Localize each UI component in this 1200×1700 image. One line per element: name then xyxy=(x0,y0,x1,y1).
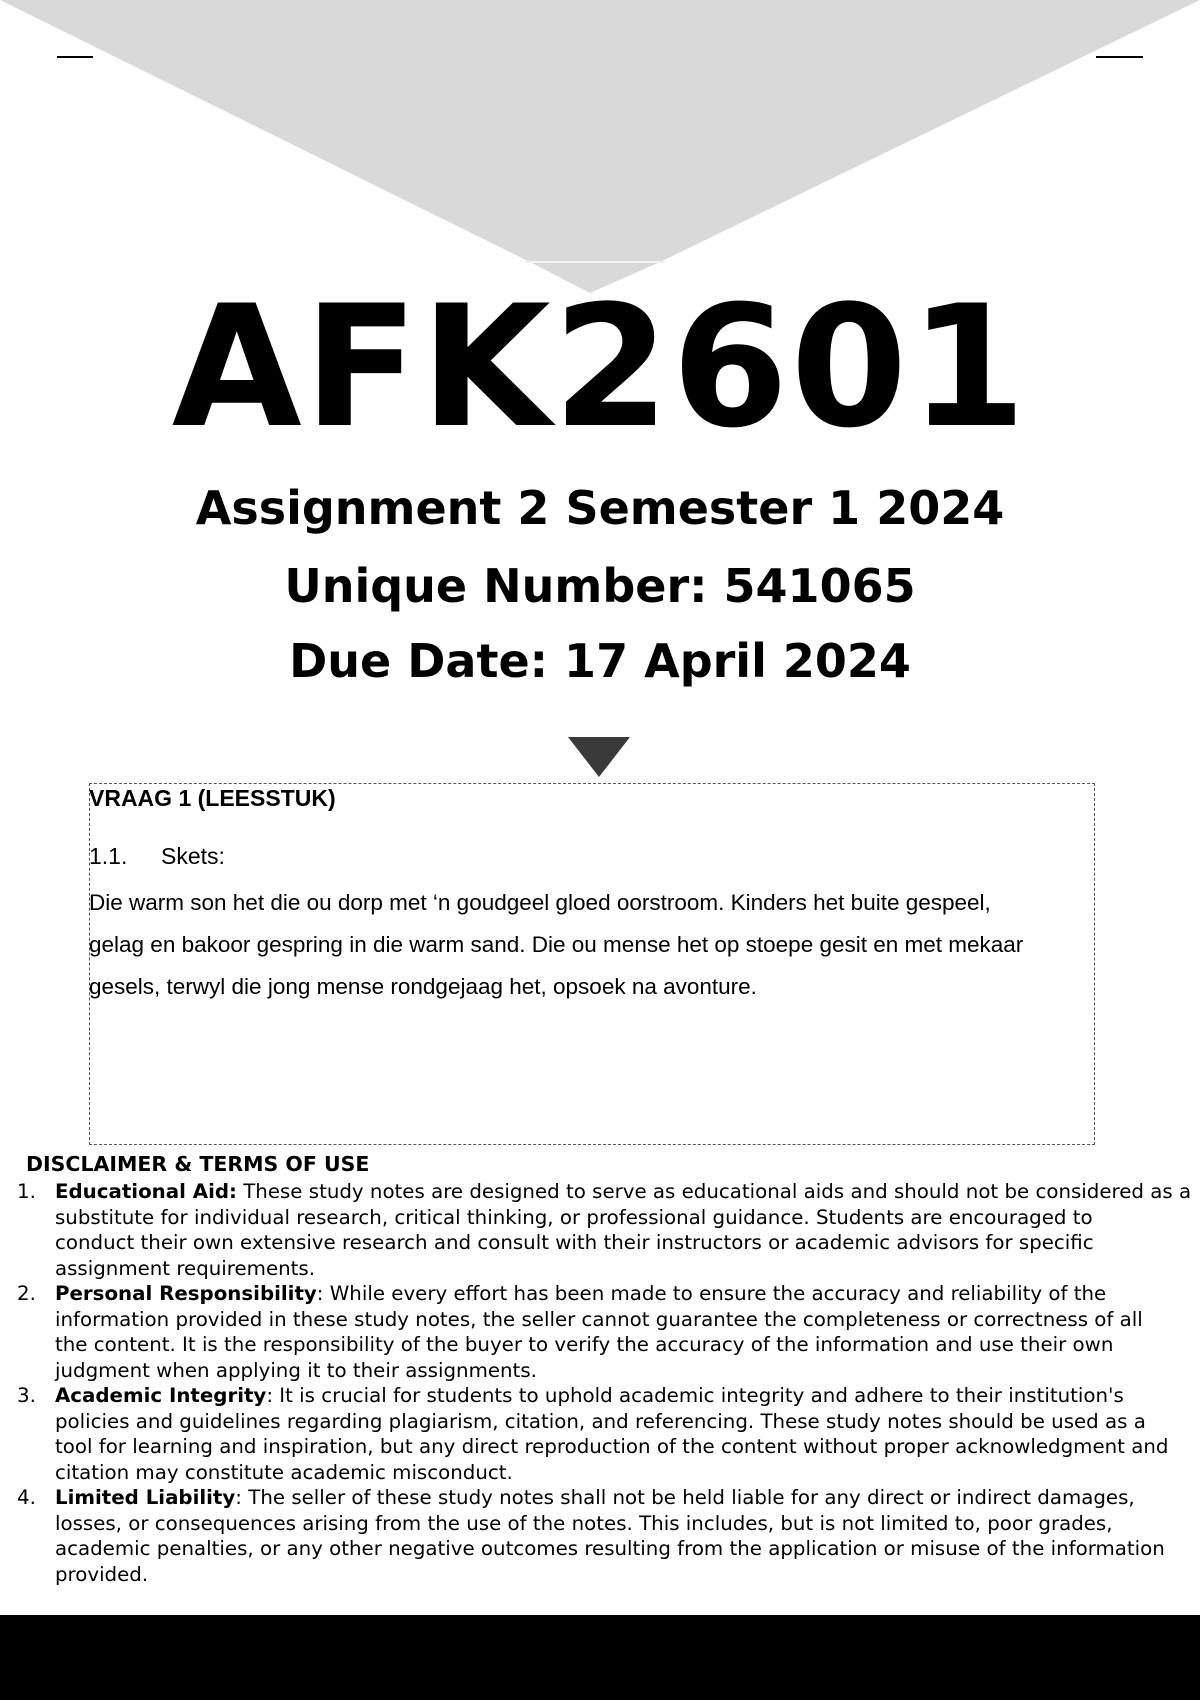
disclaimer-text: These study notes are designed to serve as educational aids and should not be considered as a xyxy=(236,1180,1192,1203)
course-code-title: AFK2601 xyxy=(171,269,1029,465)
disclaimer-line xyxy=(55,1485,1185,1511)
disclaimer-term: Academic Integrity xyxy=(55,1384,267,1407)
disclaimer-line xyxy=(55,1179,1192,1205)
disclaimer-list xyxy=(0,1179,1200,1587)
question-item-number: 1.1. xyxy=(89,843,128,869)
disclaimer-line: academic penalties, or any other negative outcomes resulting from the application or misuse of the information xyxy=(55,1537,1165,1560)
list-marker: 3. xyxy=(17,1384,36,1407)
disclaimer-line xyxy=(55,1383,1185,1409)
disclaimer-line: the content. It is the responsibility of the buyer to verify the accuracy of the information and use their own xyxy=(55,1333,1114,1356)
assignment-subtitle: Assignment 2 Semester 1 2024 xyxy=(195,481,1005,535)
question-body-line: Die warm son het die ou dorp met ‘n goudgeel gloed oorstroom. Kinders het buite gespeel, xyxy=(89,890,991,915)
question-body xyxy=(89,882,1089,1008)
disclaimer-text: : The seller of these study notes shall not be held liable for any direct or indirect damages, xyxy=(235,1486,1135,1509)
due-date-subtitle: Due Date: 17 April 2024 xyxy=(289,634,911,688)
disclaimer-line: losses, or consequences arising from the use of the notes. This includes, but is not limited to, poor grades, xyxy=(55,1511,1113,1535)
chevron-shape xyxy=(0,0,1200,293)
unique-number-subtitle: Unique Number: 541065 xyxy=(284,559,916,613)
disclaimer-term: Educational Aid: xyxy=(55,1180,237,1203)
list-marker: 4. xyxy=(17,1486,36,1509)
disclaimer-item xyxy=(0,1383,1185,1485)
question-body-line: gesels, terwyl die jong mense rondgejaag het, opsoek na avonture. xyxy=(89,974,757,999)
corner-rule-left xyxy=(57,56,93,58)
disclaimer-line: judgment when applying it to their assignments. xyxy=(55,1358,537,1382)
disclaimer-item xyxy=(0,1179,1192,1281)
disclaimer-title: DISCLAIMER & TERMS OF USE xyxy=(26,1152,370,1176)
disclaimer-line xyxy=(55,1281,1185,1307)
disclaimer-text: : It is crucial for students to uphold academic integrity and adhere to their institution's xyxy=(266,1384,1124,1407)
disclaimer-line: policies and guidelines regarding plagiarism, citation, and referencing. These study notes should be used as a xyxy=(55,1409,1146,1433)
question-item xyxy=(89,842,225,870)
disclaimer-line: assignment requirements. xyxy=(55,1256,315,1280)
disclaimer-line: information provided in these study notes, the seller cannot guarantee the completeness or correctness of all xyxy=(55,1307,1143,1331)
disclaimer-line: citation may constitute academic misconduct. xyxy=(55,1460,513,1484)
footer-bar xyxy=(0,1615,1200,1700)
disclaimer-line: substitute for individual research, critical thinking, or professional guidance. Students are encouraged to xyxy=(55,1205,1093,1229)
top-chevron-banner xyxy=(0,0,1200,300)
disclaimer-line: tool for learning and inspiration, but any direct reproduction of the content without proper acknowledgment and xyxy=(55,1435,1169,1458)
disclaimer-term: Limited Liability xyxy=(55,1486,236,1509)
corner-rule-right xyxy=(1096,56,1143,58)
list-marker: 1. xyxy=(17,1180,36,1203)
disclaimer-text: : While every effort has been made to ensure the accuracy and reliability of the xyxy=(316,1282,1107,1305)
question-item-label: Skets: xyxy=(161,843,225,869)
triangle-down-icon xyxy=(568,737,630,777)
question-body-line: gelag en bakoor gespring in die warm sand. Die ou mense het op stoepe gesit en met mekaar xyxy=(89,932,1024,957)
disclaimer-item xyxy=(0,1485,1185,1587)
disclaimer-term: Personal Responsibility xyxy=(55,1282,317,1305)
disclaimer-line: conduct their own extensive research and consult with their instructors or academic advisors for specific xyxy=(55,1231,1094,1254)
disclaimer-item xyxy=(0,1281,1185,1383)
disclaimer-line: provided. xyxy=(55,1562,149,1586)
list-marker: 2. xyxy=(17,1282,36,1305)
question-heading: VRAAG 1 (LEESSTUK) xyxy=(89,785,336,811)
